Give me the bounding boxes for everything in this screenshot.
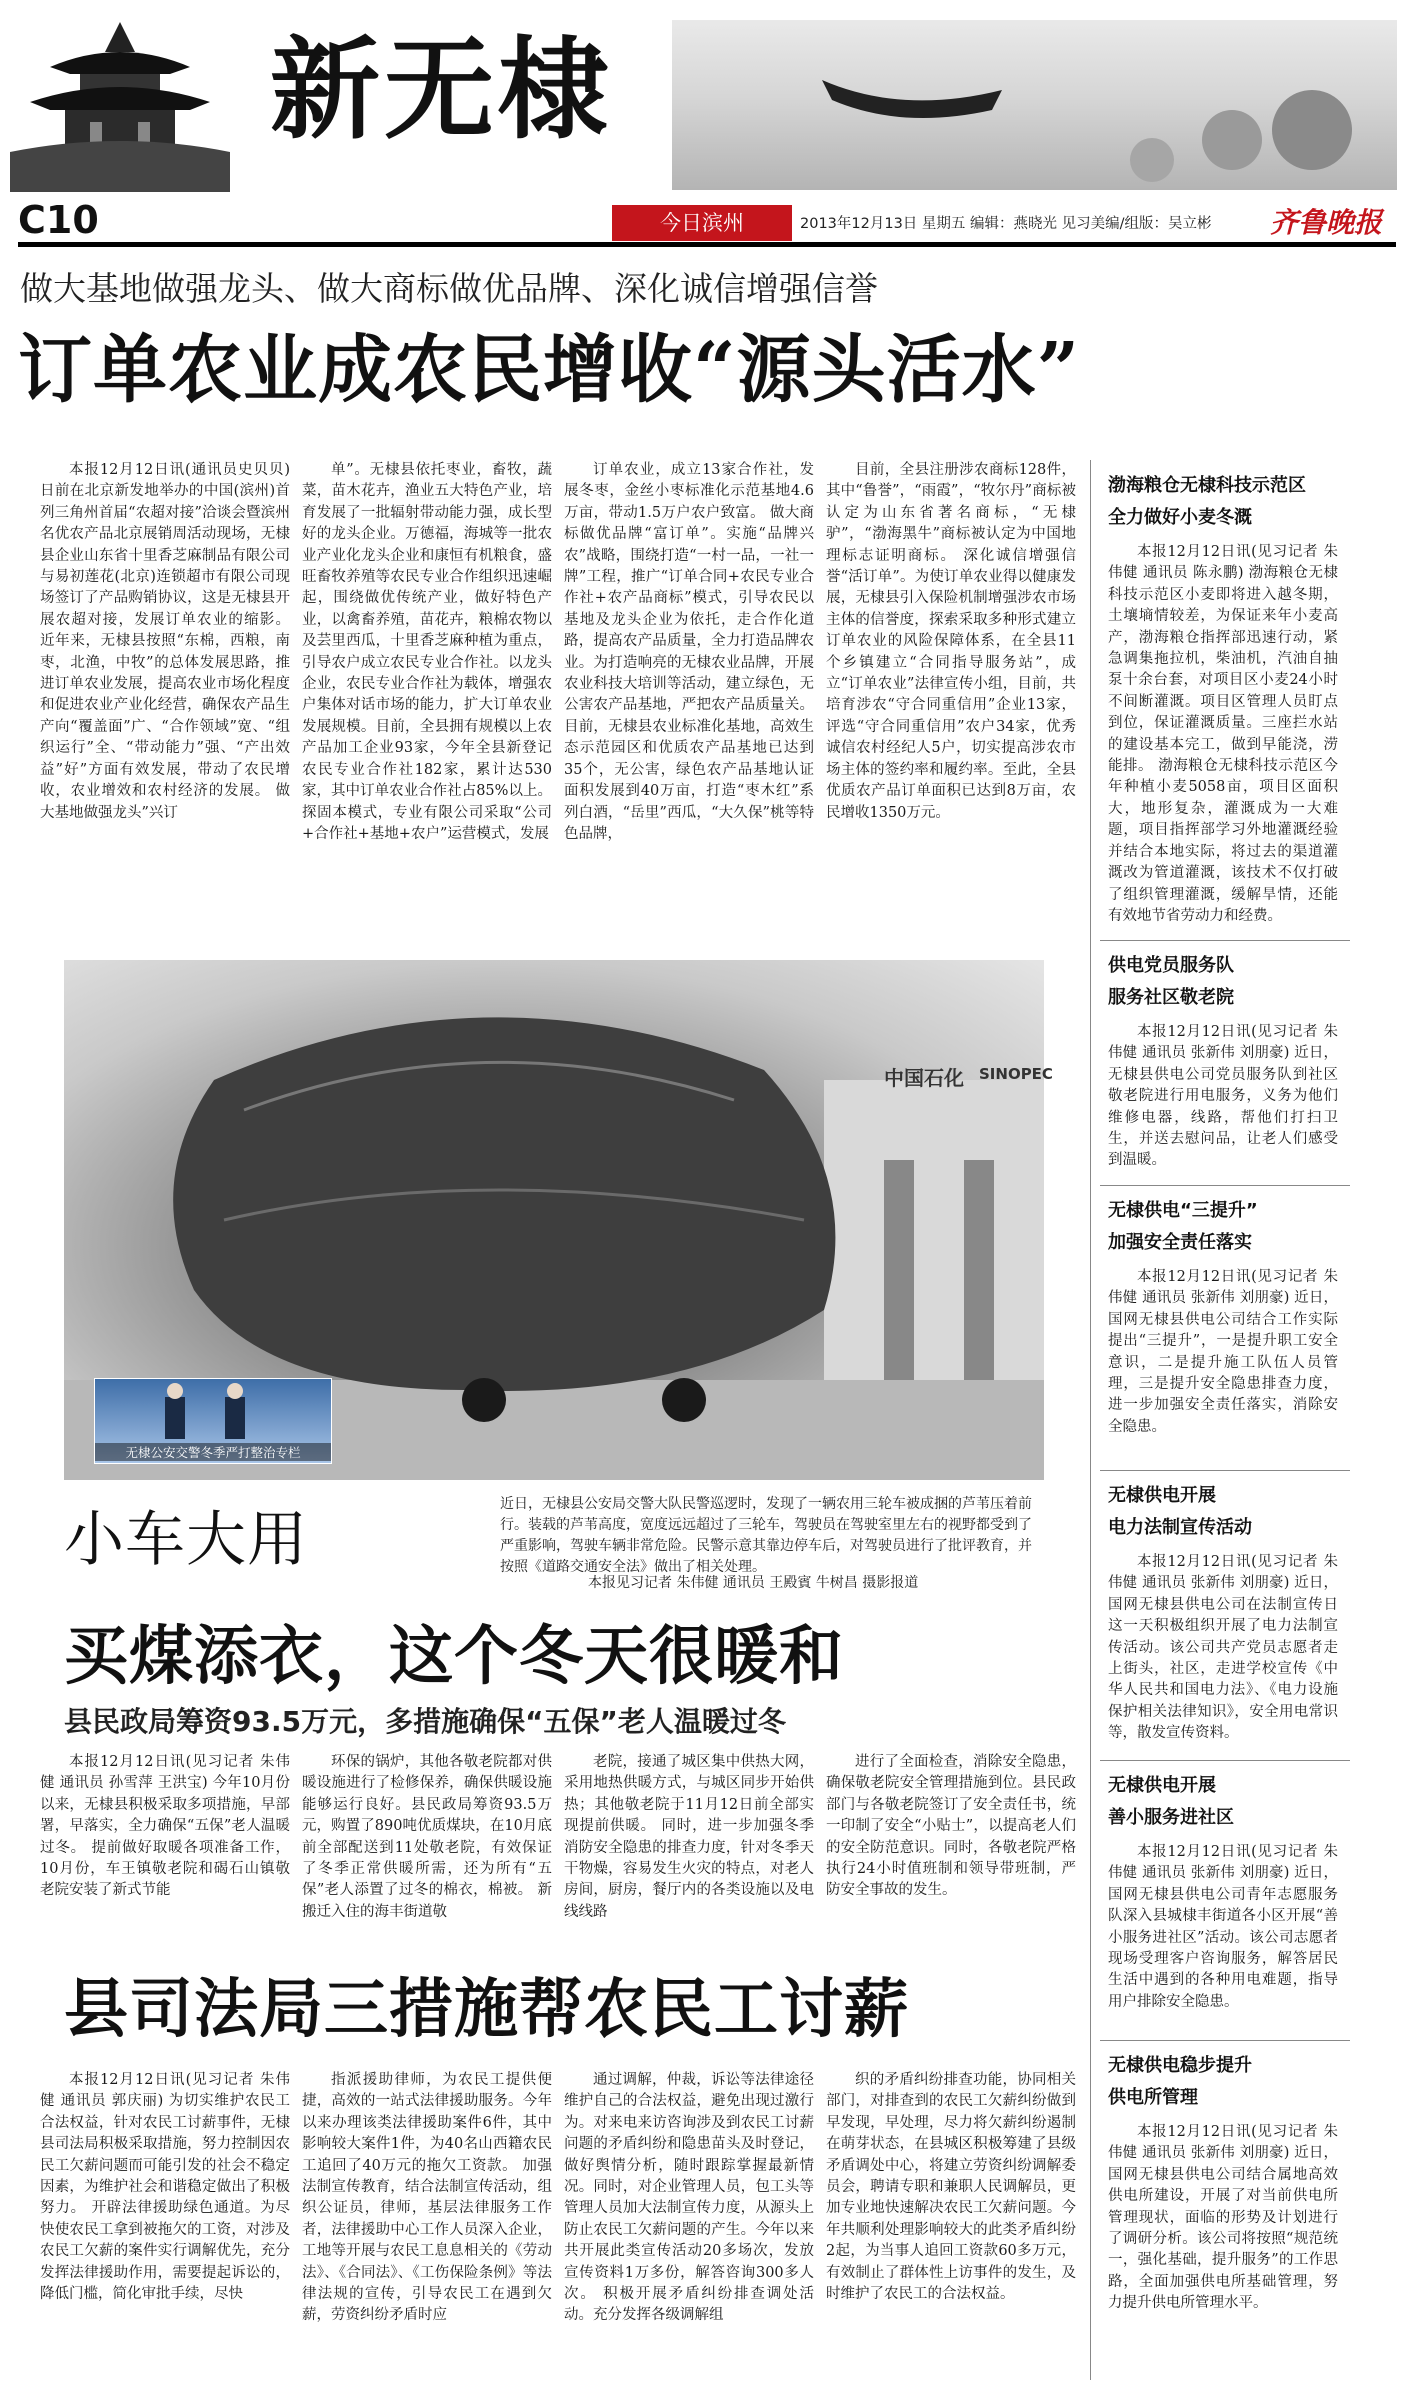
section-tab: 今日滨州 [612,205,792,241]
brief-subtitle: 全力做好小麦冬溉 [1108,507,1252,528]
sidebar-brief-6 [1108,2050,1338,2372]
justice-column-4: 织的矛盾纠纷排查功能，协同相关部门，对排查到的农民工欠薪纠纷做到早发现，早处理，尽力将欠薪纠纷遏制在萌芽状态，在县城区积极筹建了县级矛盾调处中心，将建立劳资纠纷调解委员会，聘请专职和兼职人民调解员，更加专业地快速解决农民工欠薪问题。今年共顺利处理影响较大的此类矛盾纠纷2起，为当事人追回工资款60多万元，有效制止了群体性上访事件的发生，及时维护了农民工的合法权益。 [826,2072,1076,2303]
brief-text: 本报12月12日讯(见习记者 朱伟健 通讯员 张新伟 刘朋豪) 近日，无棣县供电公司党员服务队到社区敬老院进行用电服务，义务为他们维修电器，线路，帮他们打扫卫生，并送去慰问品，让老人们感受到温暖。 [1108,1024,1338,1169]
sidebar-rule [1100,1470,1350,1471]
justice-headline: 县司法局三措施帮农民工讨薪 [64,1972,909,2047]
beach-boat-image [672,20,1397,190]
lead-column-1: 本报12月12日讯(通讯员史贝贝) 日前在北京新发地举办的中国(滨州)首列三角州首届“农超对接”洽谈会暨滨州名优农产品北京展销周活动现场，无棣县企业山东省十里香芝麻制品有限公司与易初莲花(北京)连锁超市有限公司现场签订了产品购销协议，这是无棣县开展农超对接，发展订单农业的缩影。 近年来，无棣县按照“东棉，西粮，南枣，北渔，中牧”的总体发展思路，推进订单农业发展，提高农业市场化程度和促进农业产业化经营，确保农产品生产向“覆盖面”广、“合作领域”宽、“组织运行”全、“带动能力”强、“产出效益”好”方面有效发展，带动了农民增收，农业增效和农村经济的发展。 做大基地做强龙头”兴订 [40,462,290,821]
brief-text: 本报12月12日讯(见习记者 朱伟健 通讯员 张新伟 刘朋豪) 近日，国网无棣县供电公司结合属地高效供电所建设，开展了对当前供电所管理现状，面临的形势及计划进行了调研分析。该公司将按照“规范统一，强化基础，提升服务”的工作思路，全面加强供电所基础管理，努力提升供电所管理水平。 [1108,2124,1338,2312]
brief-title: 供电党员服务队 [1108,955,1234,976]
coal-column-1: 本报12月12日讯(见习记者 朱伟健 通讯员 孙雪萍 王洪宝) 今年10月份以来，无棣县积极采取多项措施，早部署，早落实，全力确保“五保”老人温暖过冬。 提前做好取暖各项准备工作，10月份，车王镇敬老院和碣石山镇敬老院安装了新式节能 [40,1754,290,1899]
header-rule [18,242,1396,247]
sidebar-rule [1100,2040,1350,2041]
sidebar-brief-1 [1108,470,1338,925]
truck-sign-en: SINOPEC [979,1065,1053,1083]
brief-title: 渤海粮仓无棣科技示范区 [1108,475,1306,496]
sidebar-divider [1090,460,1091,2380]
coal-column-4: 进行了全面检查，消除安全隐患，确保敬老院安全管理措施到位。县民政部门与各敬老院签订了安全责任书，统一印制了安全“小贴士”，以提高老人们的安全防范意识。同时，各敬老院严格执行24小时值班制和领导带班制，严防安全事故的发生。 [826,1754,1076,1899]
lead-column-4: 目前，全县注册涉农商标128件，其中“鲁誉”，“雨霞”，“牧尔丹”商标被认定为山东省著名商标，“无棣驴”，“渤海黑牛”商标被认定为中国地理标志证明商标。 深化诚信增强信誉“活订单”。为使订单农业得以健康发展，无棣县引入保险机制增强涉农市场主体的信誉度，探索采取多种形式建立订单农业的风险保障体系，在全县11个乡镇建立“合同指导服务站”，成立“订单农业”法律宣传小组，目前，共培育涉农“守合同重信用”企业13家，评选“守合同重信用”农户34家，优秀诚信农村经纪人5户，切实提高涉农市场主体的签约率和履约率。至此，全县优质农产品订单面积已达到8万亩，农民增收1350万元。 [826,462,1076,821]
brief-subtitle: 加强安全责任落实 [1108,1232,1252,1253]
brief-title: 无棣供电开展 [1108,1485,1216,1506]
brief-title: 无棣供电稳步提升 [1108,2055,1252,2076]
coal-subheadline: 县民政局筹资93.5万元，多措施确保“五保”老人温暖过冬 [64,1705,786,1738]
coal-column-3: 老院，接通了城区集中供热大网，采用地热供暖方式，与城区同步开始供热；其他敬老院于11月12日前全部实现提前供暖。 同时，进一步加强冬季消防安全隐患的排查力度，针对冬季天干物燥，容易发生火灾的特点，对老人房间，厨房，餐厅内的各类设施以及电线线路 [564,1754,814,1920]
sidebar-brief-5 [1108,1770,1338,2042]
newspaper-brand-logo: 齐鲁晚报 [1270,206,1383,239]
sidebar-rule [1100,1185,1350,1186]
lead-headline: 订单农业成农民增收“源头活水” [18,327,1081,413]
lead-column-3: 订单农业，成立13家合作社，发展冬枣，金丝小枣标准化示范基地4.6万亩，带动1.5万户农户致富。 做大商标做优品牌“富订单”。实施“品牌兴农”战略，围绕打造“一村一品，一社一牌”工程，推广“订单合同+农民专业合作社+农产品商标”模式，引导农民以基地及龙头企业为依托，走合作化道路，提高农产品质量，全力打造品牌农业。为打造响亮的无棣农业品牌，开展农业科技大培训等活动，建立绿色，无公害农产品基地，严把农产品质量关。目前，无棣县农业标准化基地，高效生态示范园区和优质农产品基地已达到35个，无公害，绿色农产品基地认证面积发展到40万亩，打造“枣木红”系列白酒，“岳里”西瓜，“大久保”桃等特色品牌， [564,462,814,842]
justice-column-3: 通过调解，仲裁，诉讼等法律途径维护自己的合法权益，避免出现过激行为。对来电来访咨询涉及到农民工讨薪问题的矛盾纠纷和隐患苗头及时登记，做好舆情分析，随时跟踪掌握最新情况。同时，对企业管理人员，包工头等管理人员加大法制宣传力度，从源头上防止农民工欠薪问题的产生。今年以来共开展此类宣传活动20多场次，发放宣传资料1万多份，解答咨询300多人次。 积极开展矛盾纠纷排查调处活动。充分发挥各级调解组 [564,2072,814,2324]
brief-text: 本报12月12日讯(见习记者 朱伟健 通讯员 陈永鹏) 渤海粮仓无棣科技示范区小麦即将进入越冬期，土壤墒情较差，为保证来年小麦高产，渤海粮仓指挥部迅速行动，紧急调集拖拉机，柴油机，汽油自抽泵十余台套，对项目区小麦24小时不间断灌溉。项目区管理人员盯点到位，保证灌溉质量。三座拦水站的建设基本完工，做到早能浇，涝能排。 渤海粮仓无棣科技示范区今年种植小麦5058亩，项目区面积大，地形复杂，灌溉成为一大难题，项目指挥部学习外地灌溉经验并结合本地实际，将过去的渠道灌溉改为管道灌溉，该技术不仅打破了组织管理灌溉，缓解旱情，还能有效地节省劳动力和经费。 [1108,544,1338,924]
lead-column-2: 单”。无棣县依托枣业，畜牧，蔬菜，苗木花卉，渔业五大特色产业，培育发展了一批辐射带动能力强，成长型好的龙头企业。万德福，海城等一批农业产业化龙头企业和康恒有机粮食，盛旺畜牧养殖等农民专业合作组织迅速崛起，围绕做优传统产业，做好特色产业，以禽畜养殖，苗花卉，粮棉农物以及芸里西瓜，十里香芝麻种植为重点，引导农户成立农民专业合作社。以龙头企业，农民专业合作社为载体，增强农户集体对话市场的能力，扩大订单农业发展规模。目前，全县拥有规模以上农产品加工企业93家，今年全县新登记农民专业合作社182家，累计达530家，其中订单农业合作社占85%以上。探固本模式，专业有限公司采取“公司+合作社+基地+农户”运营模式，发展 [302,462,552,842]
brief-subtitle: 善小服务进社区 [1108,1807,1234,1828]
dateline: 2013年12月13日 星期五 编辑：燕晓光 见习美编/组版：吴立彬 [800,216,1212,232]
brief-text: 本报12月12日讯(见习记者 朱伟健 通讯员 张新伟 刘朋豪) 近日，国网无棣县供电公司结合工作实际提出“三提升”，一是提升职工安全意识，二是提升施工队伍人员管理，三是提升安全隐患排查力度，进一步加强安全责任落实，消除安全隐患。 [1108,1269,1338,1435]
justice-column-1: 本报12月12日讯(见习记者 朱伟健 通讯员 郭庆丽) 为切实维护农民工合法权益，针对农民工讨薪事件，无棣县司法局积极采取措施，努力控制因农民工欠薪问题而可能引发的社会不稳定因素，为维护社会和谐稳定做出了积极努力。 开辟法律援助绿色通道。为尽快使农民工拿到被拖欠的工资，对涉及农民工欠薪的案件实行调解优先，充分发挥法律援助作用，需要提起诉讼的，降低门槛，简化审批手续，尽快 [40,2072,290,2303]
sidebar-brief-3 [1108,1195,1338,1437]
sidebar-brief-2 [1108,950,1338,1182]
brief-subtitle: 供电所管理 [1108,2087,1198,2108]
photo-caption-title: 小车大用 [64,1505,308,1575]
section-title: 新无棣 [270,25,612,154]
masthead [0,0,1409,240]
brief-title: 无棣供电“三提升” [1108,1200,1258,1221]
sidebar-brief-4 [1108,1480,1338,1742]
police-inset-photo [94,1378,332,1464]
brief-subtitle: 电力法制宣传活动 [1108,1517,1252,1538]
page-number: C10 [18,198,99,242]
coal-headline: 买煤添衣，这个冬天很暖和 [64,1619,844,1694]
brief-subtitle: 服务社区敬老院 [1108,987,1234,1008]
inset-caption: 无棣公安交警冬季严打整治专栏 [95,1443,331,1461]
coal-column-2: 环保的锅炉，其他各敬老院都对供暖设施进行了检修保养，确保供暖设施能够运行良好。县民政局筹资93.5万元，购置了890吨优质煤块，在10月底前全部配送到11处敬老院，有效保证了冬季正常供暖所需，还为所有“五保”老人添置了过冬的棉衣，棉被。 新搬迁入住的海丰街道敬 [302,1754,552,1920]
brief-text: 本报12月12日讯(见习记者 朱伟健 通讯员 张新伟 刘朋豪) 近日，国网无棣县供电公司在法制宣传日这一天积极组织开展了电力法制宣传活动。该公司共产党员志愿者走上街头，社区，走进学校宣传《中华人民共和国电力法》、《电力设施保护相关法律知识》，安全用电常识等，散发宣传资料。 [1108,1554,1338,1742]
truck-sign-cn: 中国石化 [884,1066,964,1090]
brief-title: 无棣供电开展 [1108,1775,1216,1796]
brief-text: 本报12月12日讯(见习记者 朱伟健 通讯员 张新伟 刘朋豪) 近日，国网无棣县供电公司青年志愿服务队深入县城棣丰街道各小区开展“善小服务进社区”活动。该公司志愿者现场受理客户咨询服务，解答居民生活中遇到的各种用电难题，指导用户排除安全隐患。 [1108,1844,1338,2010]
justice-column-2: 指派援助律师，为农民工提供便捷，高效的一站式法律援助服务。今年以来办理该类法律援助案件6件，其中影响较大案件1件，为40名山西籍农民工追回了40万元的拖欠工资款。 加强法制宣传教育，结合法制宣传活动，组织公证员，律师，基层法律服务工作者，法律援助中心工作人员深入企业，工地等开展与农民工息息相关的《劳动法》、《合同法》、《工伤保险条例》等法律法规的宣传，引导农民工在遇到欠薪，劳资纠纷矛盾时应 [302,2072,552,2324]
sidebar-rule [1100,940,1350,941]
photo-caption-credit: 本报见习记者 朱伟健 通讯员 王殿賓 牛树昌 摄影报道 [588,1575,919,1591]
pagoda-image [10,12,230,192]
photo-caption-text: 近日，无棣县公安局交警大队民警巡逻时，发现了一辆农用三轮车被成捆的芦苇压着前行。装载的芦苇高度，宽度远远超过了三轮车，驾驶员在驾驶室里左右的视野都受到了严重影响，驾驶车辆非常危险。民警示意其靠边停车后，对驾驶员进行了批评教育，并按照《道路交通安全法》做出了相关处理。 [500,1496,1032,1575]
sidebar-rule [1100,1760,1350,1761]
reed-tricycle-photo [64,960,1053,1480]
lead-kicker: 做大基地做强龙头、做大商标做优品牌、深化诚信增强信誉 [20,269,878,308]
